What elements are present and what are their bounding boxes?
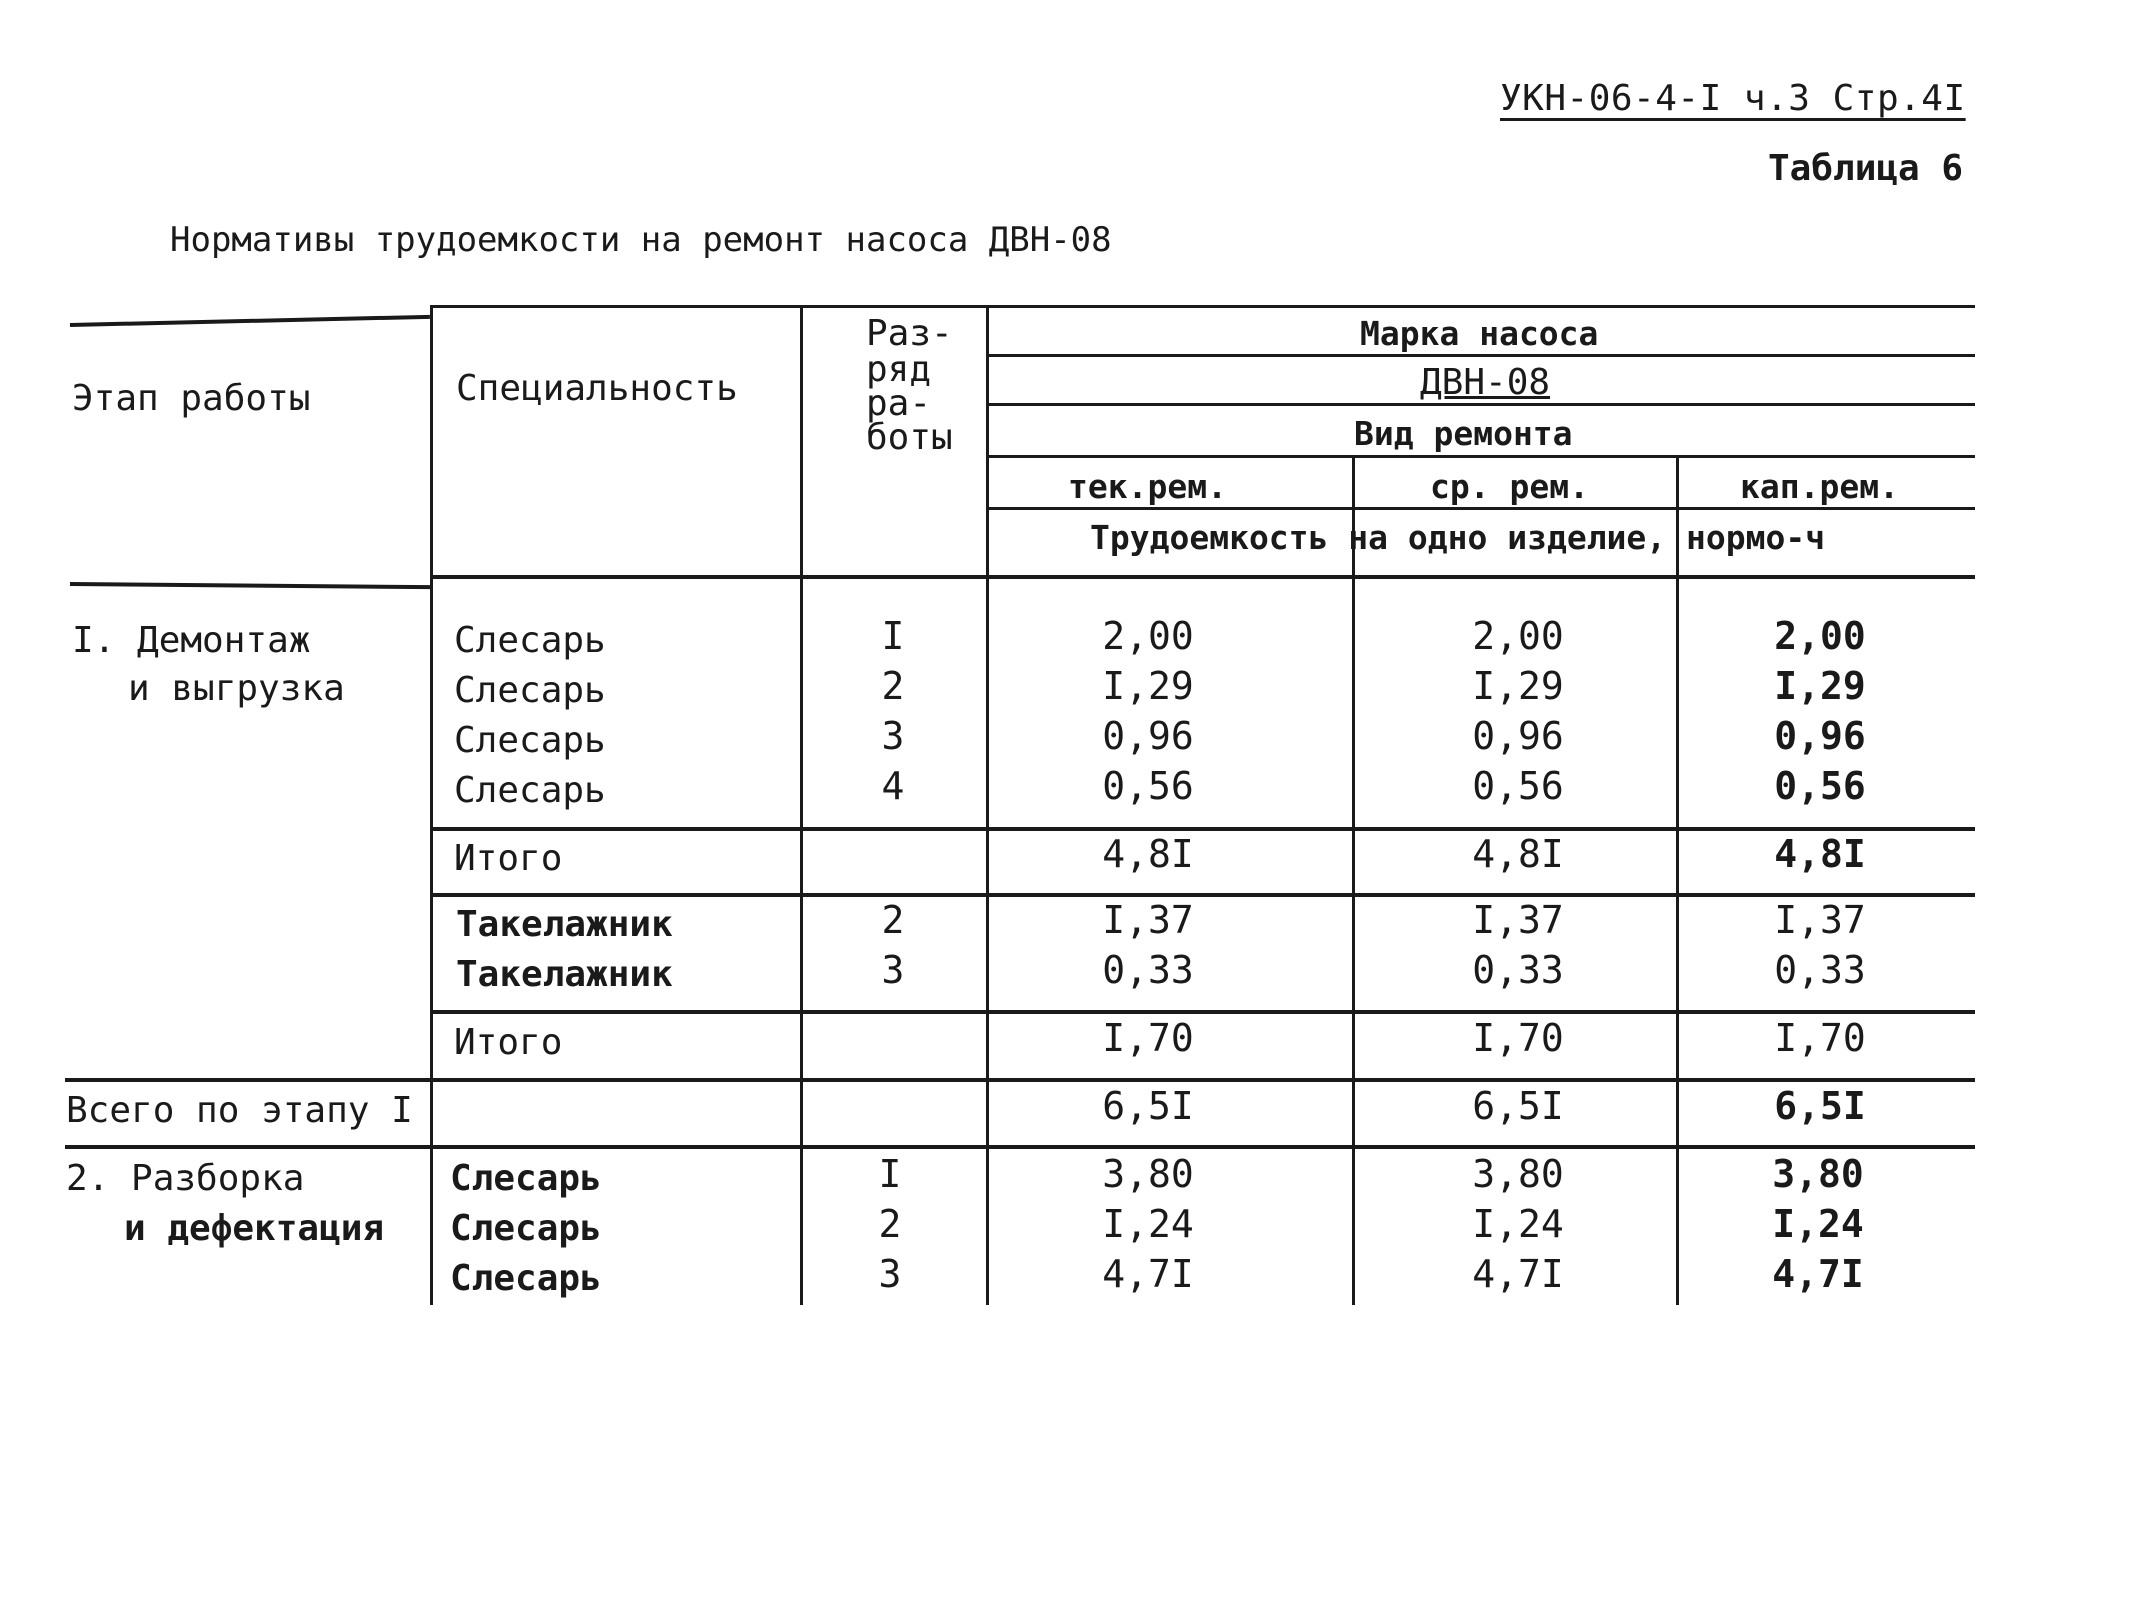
repair-type-kap: кап.рем. xyxy=(1740,467,1899,506)
document-code: УКН-06-4-I ч.3 Стр.4I xyxy=(1500,78,1966,119)
stage-column-header: Этап работы xyxy=(72,378,311,419)
pump-model-header: ДВН-08 xyxy=(1420,362,1551,403)
stage-2-name: 2. Разборка xyxy=(66,1158,305,1199)
stage-1-name: I. Демонтаж xyxy=(72,620,311,661)
repair-type-header: Вид ремонта xyxy=(1354,414,1573,453)
pump-brand-header: Марка насоса xyxy=(1360,314,1599,353)
table-number: Таблица 6 xyxy=(1768,148,1964,189)
specialty-column-header: Специальность xyxy=(456,368,738,409)
repair-type-tek: тек.рем. xyxy=(1068,467,1227,506)
unit-header: Трудоемкость на одно изделие, нормо-ч xyxy=(1090,518,1826,557)
stage-2-name-cont: и дефектация xyxy=(124,1208,385,1249)
table-title: Нормативы трудоемкости на ремонт насоса ДВН-08 xyxy=(170,220,1112,260)
repair-type-sr: ср. рем. xyxy=(1430,467,1589,506)
stage-1-name-cont: и выгрузка xyxy=(128,668,345,709)
